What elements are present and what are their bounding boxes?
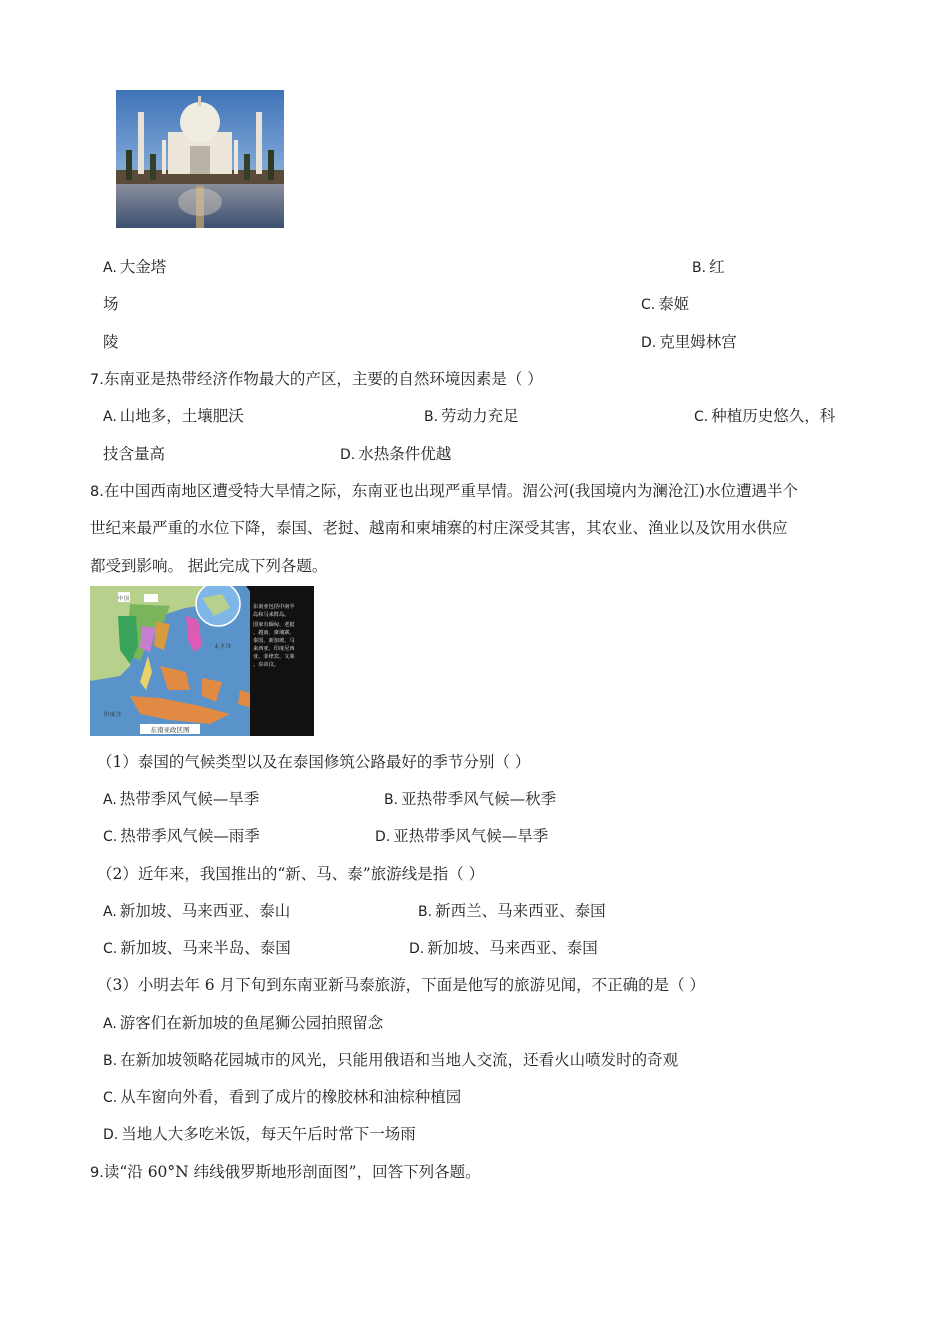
q8-sub1-option-a: A. 热带季风气候—旱季 [103,790,260,808]
q6-option-a: A. 大金塔 [103,258,167,276]
svg-text:亚、菲律宾、文莱: 亚、菲律宾、文莱 [253,654,295,660]
q6-option-c: C. 泰姬 [641,295,690,313]
q8-sub2-option-c: C. 新加坡、马来半岛、泰国 [103,939,291,957]
q7-stem: 7.东南亚是热带经济作物最大的产区，主要的自然环境因素是（ ） [90,370,543,388]
svg-text:东南亚包括中南半: 东南亚包括中南半 [253,604,295,610]
svg-text:印: 印 [104,712,110,718]
q8-sub2-option-d: D. 新加坡、马来西亚、泰国 [409,939,598,957]
svg-text:度: 度 [110,712,116,718]
svg-text:岛和马来群岛。: 岛和马来群岛。 [253,612,290,618]
q8-sub1-stem: （1）泰国的气候类型以及在泰国修筑公路最好的季节分别（ ） [97,753,531,771]
q7-option-b: B. 劳动力充足 [424,407,519,425]
svg-text:来西亚、印度尼西: 来西亚、印度尼西 [253,646,295,652]
svg-text:国家有缅甸、老挝: 国家有缅甸、老挝 [253,622,295,628]
q8-sub3-stem: （3）小明去年 6 月下旬到东南亚新马泰旅游，下面是他写的旅游见闻，不正确的是（ ） [97,976,706,994]
q9-stem: 9.读“沿 60°N 纬线俄罗斯地形剖面图”，回答下列各题。 [90,1163,481,1181]
svg-text:泰国、新加坡、马: 泰国、新加坡、马 [253,638,295,644]
q8-sub1-option-b: B. 亚热带季风气候—秋季 [384,790,557,808]
svg-text:平: 平 [220,644,226,650]
q8-sub2-option-a: A. 新加坡、马来西亚、泰山 [103,902,291,920]
svg-text:太: 太 [214,644,220,650]
q8-sub2-option-b: B. 新西兰、马来西亚、泰国 [418,902,606,920]
svg-text:洋: 洋 [116,712,122,718]
q8-stem-line-1: 8.在中国西南地区遭受特大旱情之际，东南亚也出现严重旱情。湄公河(我国境内为澜沧江)水位遭遇半个 [90,482,798,500]
svg-text:、东帝汶。: 、东帝汶。 [253,662,279,668]
q6-option-b-cont: 场 [103,295,119,313]
q8-sub1-option-d: D. 亚热带季风气候—旱季 [375,827,549,845]
q8-sub3-option-d: D. 当地人大多吃米饭，每天午后时常下一场雨 [103,1125,416,1143]
q6-option-c-cont: 陵 [103,333,119,351]
taj-mahal-photo [116,90,284,228]
southeast-asia-map [90,586,314,736]
svg-text:洋: 洋 [226,644,232,650]
svg-text:国: 国 [124,596,130,602]
q6-option-b: B. 红 [692,258,725,276]
q8-sub1-option-c: C. 热带季风气候—雨季 [103,827,260,845]
q6-option-d: D. 克里姆林宫 [641,333,737,351]
q8-sub3-option-a: A. 游客们在新加坡的鱼尾狮公园拍照留念 [103,1014,384,1032]
q8-sub3-option-b: B. 在新加坡领略花园城市的风光，只能用俄语和当地人交流，还看火山喷发时的奇观 [103,1051,679,1069]
svg-text:、越南、柬埔寨、: 、越南、柬埔寨、 [253,630,295,636]
svg-text:中: 中 [118,596,124,602]
q8-sub3-option-c: C. 从车窗向外看，看到了成片的橡胶林和油棕种植园 [103,1088,462,1106]
q8-stem-line-2: 世纪来最严重的水位下降，泰国、老挝、越南和柬埔寨的村庄深受其害，其农业、渔业以及饮用水供应 [90,519,788,537]
q7-option-c-cont: 技含量高 [103,445,166,463]
map-caption: 东南亚政区图 [150,726,190,734]
q7-option-a: A. 山地多，土壤肥沃 [103,407,244,425]
q7-option-c: C. 种植历史悠久，科 [694,407,836,425]
q7-option-d: D. 水热条件优越 [340,445,452,463]
q8-sub2-stem: （2）近年来，我国推出的“新、马、泰”旅游线是指（ ） [97,865,485,883]
q8-stem-line-3: 都受到影响。 据此完成下列各题。 [90,557,328,575]
